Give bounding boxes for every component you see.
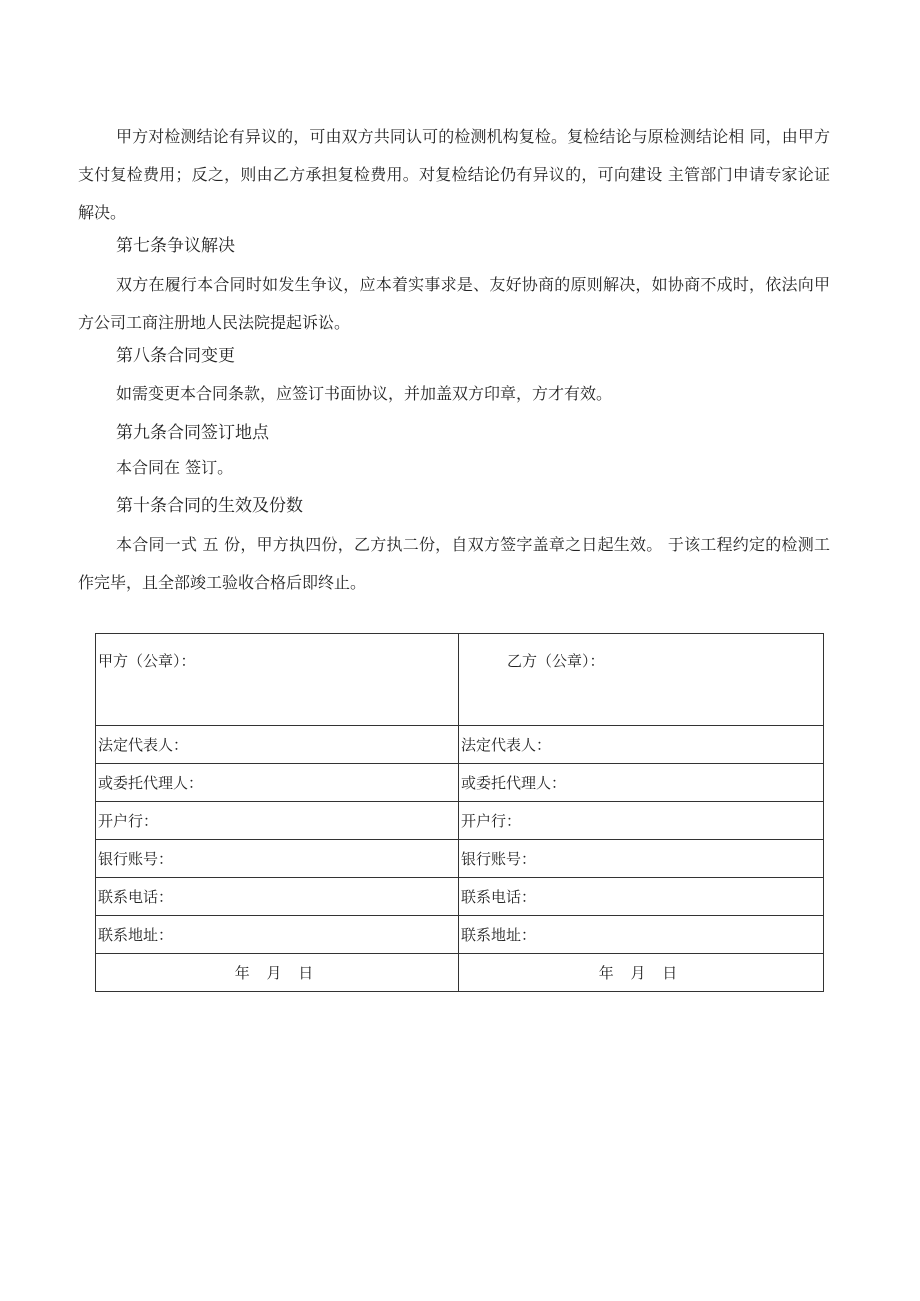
party-b-bank: 开户行： — [459, 802, 824, 840]
party-a-account: 银行账号： — [96, 840, 459, 878]
party-b-phone: 联系电话： — [459, 878, 824, 916]
table-row — [96, 878, 824, 916]
party-b-legal-rep: 法定代表人： — [459, 726, 824, 764]
article-10-title: 第十条合同的生效及份数 — [116, 496, 303, 516]
party-b-date: 年 月 日 — [598, 964, 684, 982]
party-b-agent: 或委托代理人： — [459, 764, 824, 802]
table-row-date — [96, 954, 824, 992]
table-row — [96, 840, 824, 878]
party-a-agent: 或委托代理人： — [96, 764, 459, 802]
party-a-date-cell — [96, 954, 459, 992]
party-b-seal-cell: 乙方（公章）： — [459, 634, 824, 726]
table-row — [96, 916, 824, 954]
article-10-text: 本合同一式 五 份，甲方执四份，乙方执二份，自双方签字盖章之日起生效。 于该工程约定的检测工作完毕，且全部竣工验收合格后即终止。 — [78, 535, 830, 592]
party-b-date-cell — [459, 954, 824, 992]
party-a-phone: 联系电话： — [96, 878, 459, 916]
party-a-bank: 开户行： — [96, 802, 459, 840]
signature-table — [95, 633, 824, 992]
party-a-seal-cell: 甲方（公章）： — [96, 634, 459, 726]
party-a-date: 年 月 日 — [234, 964, 320, 982]
article-7-text: 双方在履行本合同时如发生争议，应本着实事求是、友好协商的原则解决，如协商不成时，依法向甲方公司工商注册地人民法院提起诉讼。 — [78, 275, 830, 332]
article-9-text: 本合同在 签订。 — [116, 458, 234, 477]
article-7-title: 第七条争议解决 — [116, 236, 235, 256]
table-row — [96, 764, 824, 802]
article-8-title: 第八条合同变更 — [116, 346, 235, 366]
party-a-legal-rep: 法定代表人： — [96, 726, 459, 764]
party-b-account: 银行账号： — [459, 840, 824, 878]
article-8-text: 如需变更本合同条款，应签订书面协议，并加盖双方印章，方才有效。 — [116, 384, 613, 403]
party-b-address: 联系地址： — [459, 916, 824, 954]
table-row — [96, 726, 824, 764]
article-9-title: 第九条合同签订地点 — [116, 423, 269, 443]
party-a-address: 联系地址： — [96, 916, 459, 954]
paragraph-reinspection: 甲方对检测结论有异议的，可由双方共同认可的检测机构复检。复检结论与原检测结论相 同，由甲方支付复检费用；反之，则由乙方承担复检费用。对复检结论仍有异议的，可向建设 主管部门申请专家论证解决。 — [78, 127, 830, 222]
table-row — [96, 802, 824, 840]
table-row-seal — [96, 634, 824, 726]
